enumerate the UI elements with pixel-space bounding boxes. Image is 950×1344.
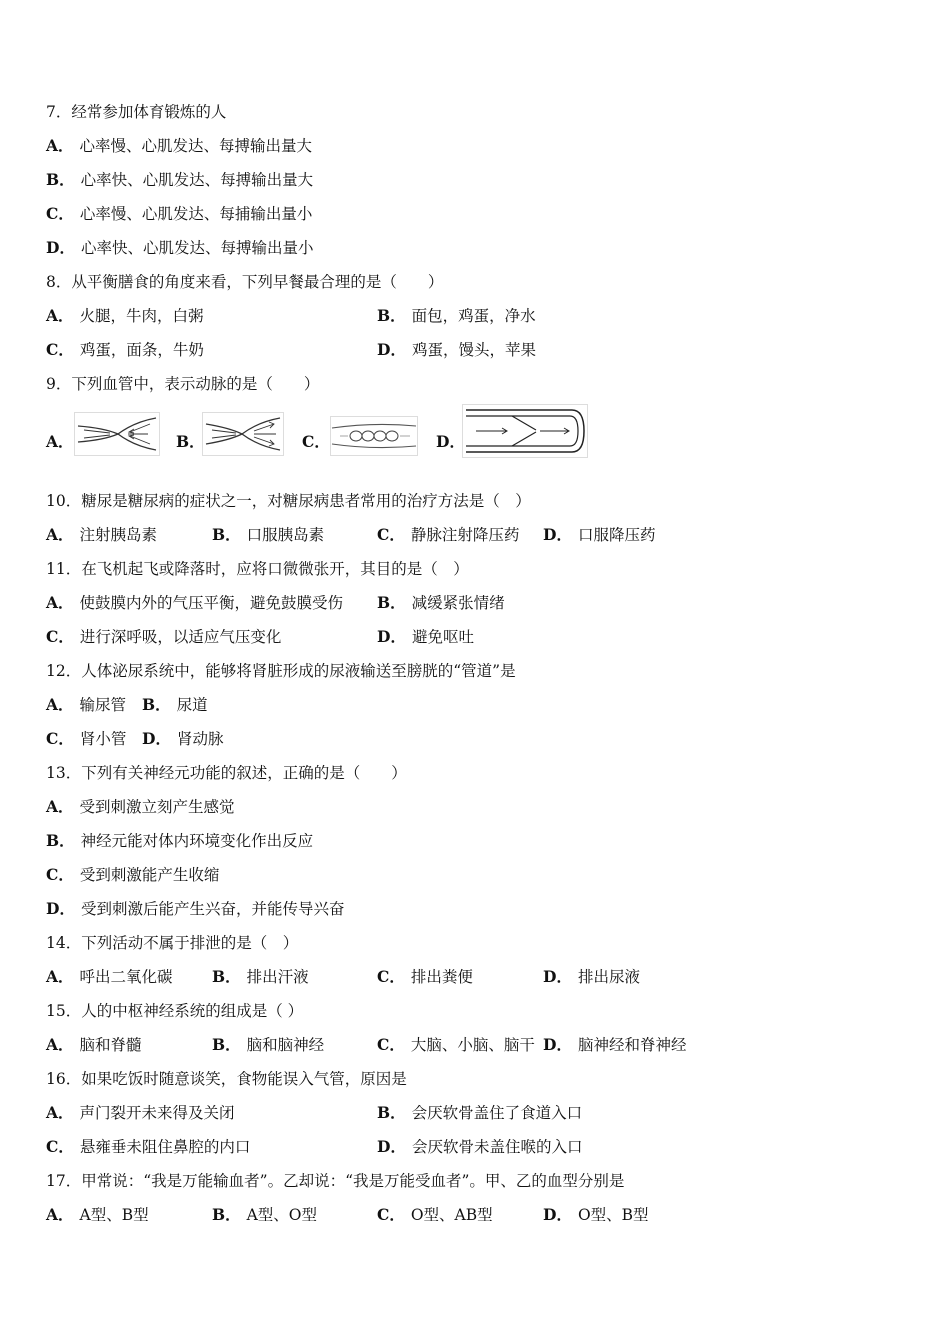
option-text: 神经元能对体内环境变化作出反应 (80, 832, 314, 850)
option-text: O型、B型 (577, 1206, 649, 1224)
option-label: D． (543, 525, 572, 544)
option-text: O型、AB型 (410, 1206, 493, 1224)
option-label: A． (46, 1103, 74, 1122)
question-13-stem: 13．下列有关神经元功能的叙述，正确的是（ ） (46, 764, 407, 782)
option-15c[interactable] (377, 1035, 535, 1055)
option-label: B． (46, 831, 75, 850)
option-text: 输尿管 (79, 696, 127, 714)
option-label: D． (142, 729, 171, 748)
option-text: 肾小管 (79, 730, 127, 748)
question-12-stem: 12．人体泌尿系统中，能够将肾脏形成的尿液输送至膀胱的“管道”是 (46, 662, 516, 680)
option-label: A． (46, 136, 74, 155)
option-7b[interactable] (46, 170, 313, 190)
question-10-stem: 10．糖尿是糖尿病的症状之一，对糖尿病患者常用的治疗方法是（ ） (46, 492, 531, 510)
option-label: B． (212, 525, 241, 544)
option-text: 静脉注射降压药 (410, 526, 520, 544)
option-label: B． (377, 306, 406, 325)
option-16d[interactable] (377, 1137, 582, 1157)
option-9a-vessel-figure[interactable] (74, 412, 160, 456)
question-8-stem: 8．从平衡膳食的角度来看，下列早餐最合理的是（ ） (46, 273, 444, 291)
option-label: A． (46, 525, 74, 544)
option-label: D． (377, 1137, 406, 1156)
option-text: A型、B型 (79, 1206, 149, 1224)
option-14a[interactable] (46, 967, 173, 987)
option-9d-label: D． (436, 432, 465, 451)
question-11-stem: 11．在飞机起飞或降落时，应将口微微张开，其目的是（ ） (46, 560, 469, 578)
option-text: 心率慢、心肌发达、每捕输出量小 (79, 205, 313, 223)
option-text: 脑神经和脊神经 (577, 1036, 687, 1054)
option-text: 使鼓膜内外的气压平衡，避免鼓膜受伤 (79, 594, 344, 612)
option-label: A． (46, 797, 74, 816)
option-label: C． (46, 865, 74, 884)
option-label: D． (543, 967, 572, 986)
option-9d-vessel-figure[interactable] (462, 404, 588, 458)
option-9b-vessel-figure[interactable] (202, 412, 284, 456)
option-label: C． (377, 525, 405, 544)
option-13d[interactable] (46, 899, 344, 919)
option-14b[interactable] (212, 967, 309, 987)
option-13c[interactable] (46, 865, 219, 885)
option-12c[interactable] (46, 729, 126, 749)
option-text: 鸡蛋，面条，牛奶 (79, 341, 204, 359)
option-10d[interactable] (543, 525, 655, 545)
option-8d[interactable] (377, 340, 536, 360)
option-text: 大脑、小脑、脑干 (410, 1036, 535, 1054)
question-17-stem: 17．甲常说：“我是万能输血者”。乙却说：“我是万能受血者”。甲、乙的血型分别是 (46, 1172, 625, 1190)
option-14c[interactable] (377, 967, 473, 987)
option-text: 面包，鸡蛋，净水 (411, 307, 536, 325)
option-text: 鸡蛋，馒头，苹果 (411, 341, 536, 359)
option-text: 排出粪便 (410, 968, 473, 986)
option-8b[interactable] (377, 306, 536, 326)
option-label: B． (212, 967, 241, 986)
option-text: 受到刺激后能产生兴奋，并能传导兴奋 (80, 900, 345, 918)
option-text: 口服降压药 (577, 526, 656, 544)
option-text: 避免呕吐 (411, 628, 474, 646)
option-13b[interactable] (46, 831, 313, 851)
option-text: 进行深呼吸，以适应气压变化 (79, 628, 282, 646)
option-text: 受到刺激立刻产生感觉 (79, 798, 235, 816)
option-text: 注射胰岛素 (79, 526, 158, 544)
option-16a[interactable] (46, 1103, 235, 1123)
option-text: 会厌软骨未盖住喉的入口 (411, 1138, 583, 1156)
option-label: D． (543, 1205, 572, 1224)
option-text: 心率慢、心肌发达、每搏输出量大 (79, 137, 313, 155)
option-15b[interactable] (212, 1035, 324, 1055)
option-label: B． (377, 593, 406, 612)
option-8a[interactable] (46, 306, 204, 326)
option-11c[interactable] (46, 627, 281, 647)
option-label: C． (46, 729, 74, 748)
option-16b[interactable] (377, 1103, 582, 1123)
option-11d[interactable] (377, 627, 474, 647)
option-text: 脑和脑神经 (246, 1036, 325, 1054)
option-12b[interactable] (142, 695, 208, 715)
option-label: B． (212, 1035, 241, 1054)
option-9a-label: A． (46, 432, 74, 451)
option-10b[interactable] (212, 525, 324, 545)
option-text: 口服胰岛素 (246, 526, 325, 544)
option-label: C． (46, 204, 74, 223)
option-label: C． (377, 1205, 405, 1224)
option-label: C． (46, 627, 74, 646)
option-text: A型、O型 (246, 1206, 318, 1224)
option-9b-label: B． (176, 432, 205, 451)
option-text: 排出尿液 (577, 968, 640, 986)
option-text: 会厌软骨盖住了食道入口 (411, 1104, 583, 1122)
option-text: 心率快、心肌发达、每搏输出量大 (80, 171, 314, 189)
question-7-stem: 7．经常参加体育锻炼的人 (46, 103, 227, 121)
option-10a[interactable] (46, 525, 157, 545)
option-label: C． (377, 1035, 405, 1054)
option-13a[interactable] (46, 797, 235, 817)
option-label: B． (377, 1103, 406, 1122)
option-text: 火腿，牛肉，白粥 (79, 307, 204, 325)
option-11a[interactable] (46, 593, 343, 613)
option-17a[interactable] (46, 1205, 149, 1225)
option-text: 排出汗液 (246, 968, 309, 986)
option-label: C． (46, 340, 74, 359)
option-10c[interactable] (377, 525, 519, 545)
option-label: A． (46, 306, 74, 325)
option-text: 呼出二氧化碳 (79, 968, 173, 986)
option-label: A． (46, 593, 74, 612)
option-label: D． (46, 238, 75, 257)
option-17d[interactable] (543, 1205, 649, 1225)
option-7a[interactable] (46, 136, 312, 156)
option-text: 减缓紧张情绪 (411, 594, 505, 612)
option-label: C． (46, 1137, 74, 1156)
option-text: 受到刺激能产生收缩 (79, 866, 220, 884)
option-15d[interactable] (543, 1035, 686, 1055)
option-15a[interactable] (46, 1035, 142, 1055)
option-label: D． (377, 627, 406, 646)
option-text: 脑和脊髓 (79, 1036, 142, 1054)
option-17c[interactable] (377, 1205, 493, 1225)
option-7d[interactable] (46, 238, 313, 258)
option-label: B． (212, 1205, 241, 1224)
option-label: D． (543, 1035, 572, 1054)
option-text: 肾动脉 (176, 730, 224, 748)
option-text: 心率快、心肌发达、每搏输出量小 (80, 239, 314, 257)
option-label: A． (46, 1205, 74, 1224)
option-9c-label: C． (302, 432, 330, 451)
option-label: A． (46, 695, 74, 714)
option-label: C． (377, 967, 405, 986)
question-14-stem: 14．下列活动不属于排泄的是（ ） (46, 934, 299, 952)
option-11b[interactable] (377, 593, 505, 613)
option-8c[interactable] (46, 340, 204, 360)
option-label: D． (46, 899, 75, 918)
option-label: A． (46, 967, 74, 986)
option-17b[interactable] (212, 1205, 317, 1225)
option-text: 尿道 (176, 696, 208, 714)
option-text: 悬雍垂未阻住鼻腔的内口 (79, 1138, 251, 1156)
option-9c-vessel-figure[interactable] (330, 416, 418, 456)
question-16-stem: 16．如果吃饭时随意谈笑，食物能误入气管，原因是 (46, 1070, 407, 1088)
option-text: 声门裂开未来得及关闭 (79, 1104, 235, 1122)
option-16c[interactable] (46, 1137, 250, 1157)
option-label: B． (46, 170, 75, 189)
option-14d[interactable] (543, 967, 640, 987)
option-12a[interactable] (46, 695, 126, 715)
question-15-stem: 15．人的中枢神经系统的组成是（ ） (46, 1002, 304, 1020)
question-9-stem: 9．下列血管中，表示动脉的是（ ） (46, 375, 320, 393)
option-label: A． (46, 1035, 74, 1054)
option-label: D． (377, 340, 406, 359)
option-7c[interactable] (46, 204, 312, 224)
option-12d[interactable] (142, 729, 223, 749)
option-label: B． (142, 695, 171, 714)
